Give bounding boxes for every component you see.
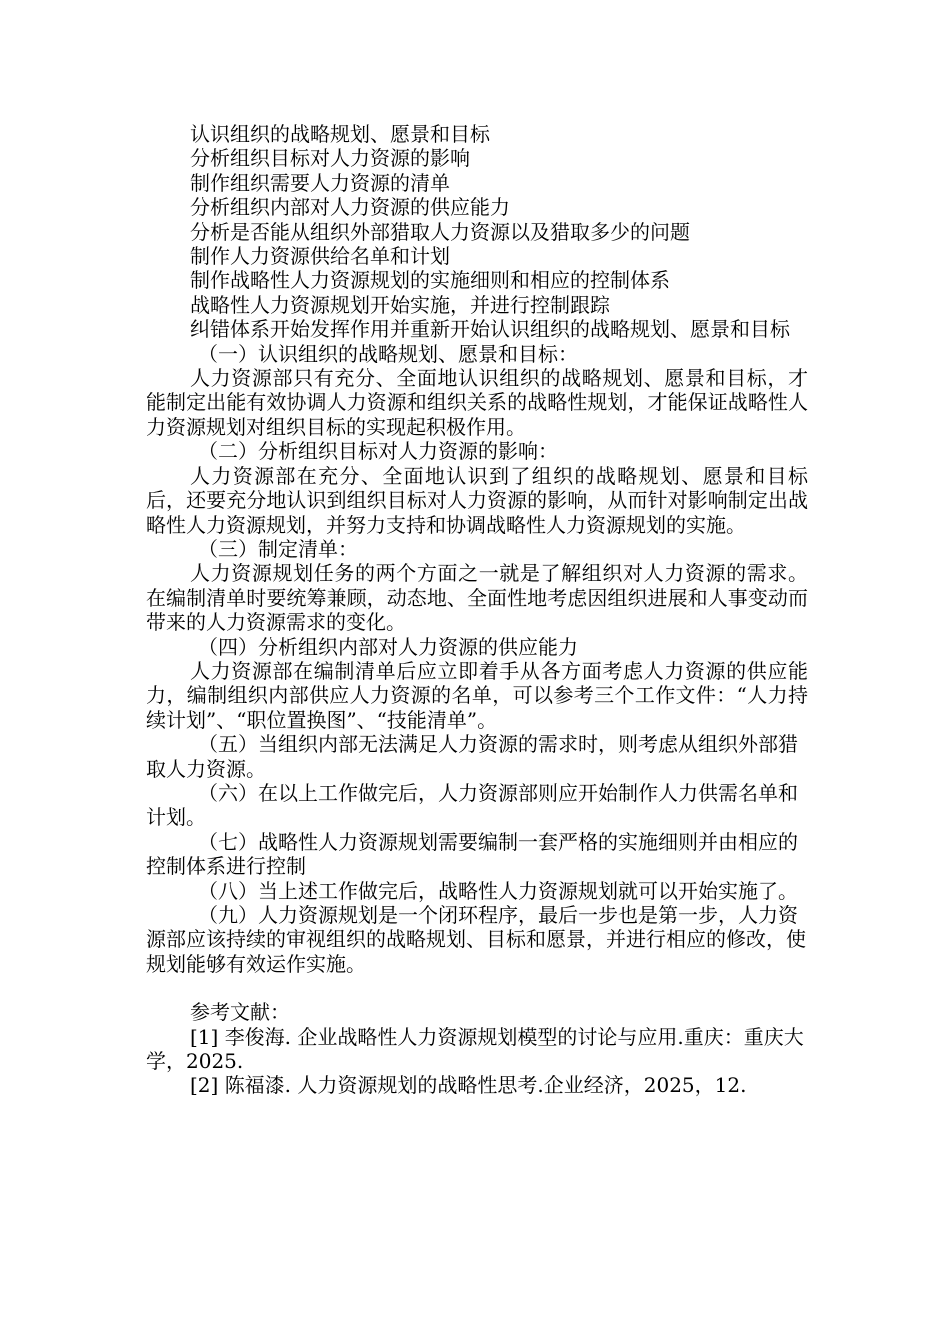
step-item: 战略性人力资源规划开始实施，并进行控制跟踪	[190, 292, 610, 317]
step-item: 制作战略性人力资源规划的实施细则和相应的控制体系	[190, 268, 670, 293]
blank-line	[146, 976, 808, 1000]
numbered-paragraph: （六）在以上工作做完后，人力资源部则应开始制作人力供需名单和计划。	[146, 780, 798, 830]
step-item-wrapped: 纠错体系开始发挥作用并重新开始认识组织的战略规划、愿景和目标	[190, 317, 790, 342]
step-item: 分析组织内部对人力资源的供应能力	[190, 195, 510, 220]
step-list	[146, 122, 808, 317]
step-item: 制作组织需要人力资源的清单	[190, 170, 450, 195]
numbered-paragraph: （八）当上述工作做完后，战略性人力资源规划就可以开始实施了。	[198, 878, 798, 903]
step-item: 分析组织目标对人力资源的影响	[190, 146, 470, 171]
document-page	[146, 122, 808, 1098]
section-heading: （四）分析组织内部对人力资源的供应能力	[198, 634, 578, 659]
references-title: 参考文献：	[190, 1000, 290, 1025]
step-item: 认识组织的战略规划、愿景和目标	[190, 122, 490, 146]
section-heading: （三）制定清单：	[198, 536, 358, 561]
step-item: 制作人力资源供给名单和计划	[190, 244, 450, 269]
section-body: 人力资源部只有充分、全面地认识组织的战略规划、愿景和目标，才能制定出能有效协调人力资源和组织关系的战略性规划，才能保证战略性人力资源规划对组织目标的实现起积极作用。	[146, 366, 808, 439]
step-item: 分析是否能从组织外部猎取人力资源以及猎取多少的问题	[190, 219, 690, 244]
section-heading: （一）认识组织的战略规划、愿景和目标：	[198, 341, 578, 366]
section-body: 人力资源规划任务的两个方面之一就是了解组织对人力资源的需求。在编制清单时要统筹兼顾，动态地、全面性地考虑因组织进展和人事变动而带来的人力资源需求的变化。	[146, 561, 808, 635]
section-heading: （二）分析组织目标对人力资源的影响：	[198, 439, 558, 464]
numbered-paragraph: （九）人力资源规划是一个闭环程序，最后一步也是第一步，人力资源部应该持续的审视组织的战略规划、目标和愿景，并进行相应的修改，使规划能够有效运作实施。	[146, 903, 806, 976]
reference-item: [2] 陈福漆. 人力资源规划的战略性思考.企业经济，2025，12.	[190, 1073, 747, 1098]
numbered-paragraph: （五）当组织内部无法满足人力资源的需求时，则考虑从组织外部猎取人力资源。	[146, 732, 798, 781]
section-body: 人力资源部在充分、全面地认识到了组织的战略规划、愿景和目标后，还要充分地认识到组织目标对人力资源的影响，从而针对影响制定出战略性人力资源规划，并努力支持和协调战略性人力资源规划的实施。	[146, 463, 808, 537]
reference-item: [1] 李俊海. 企业战略性人力资源规划模型的讨论与应用.重庆：重庆大学，2025.	[146, 1024, 804, 1074]
numbered-paragraph: （七）战略性人力资源规划需要编制一套严格的实施细则并由相应的控制体系进行控制	[146, 829, 798, 879]
section-body: 人力资源部在编制清单后应立即着手从各方面考虑人力资源的供应能力，编制组织内部供应人力资源的名单，可以参考三个工作文件：“人力持续计划”、“职位置换图”、“技能清单”。	[146, 658, 808, 732]
